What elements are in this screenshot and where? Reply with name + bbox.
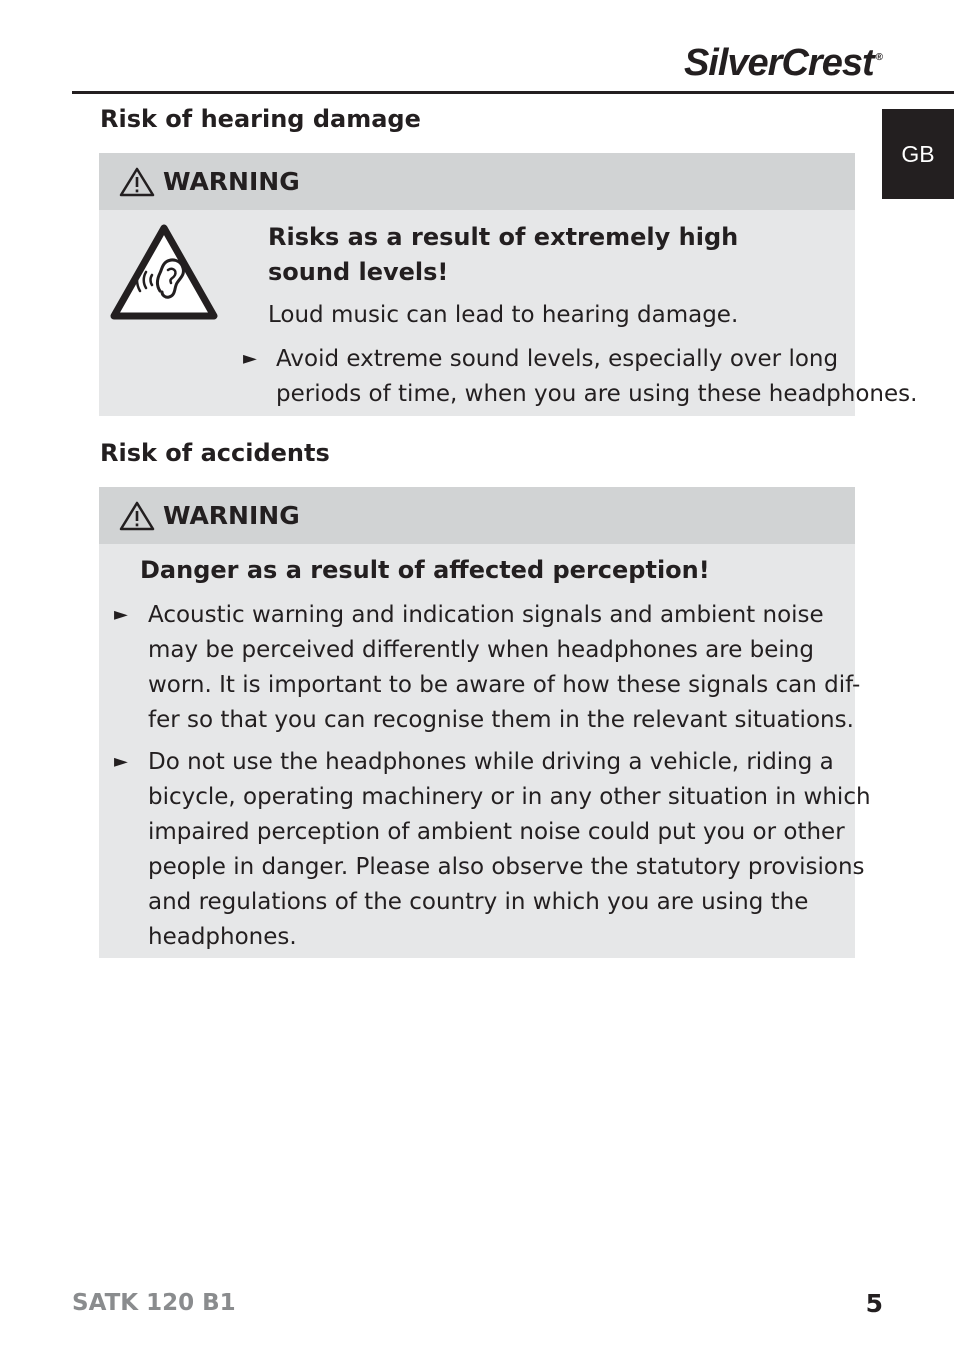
- section-heading-accidents: Risk of accidents: [100, 439, 330, 467]
- warning-header: [99, 487, 855, 544]
- footer-model-number: SATK 120 B1: [72, 1290, 236, 1316]
- page-number: 5: [865, 1289, 883, 1318]
- bullet-arrow-icon: ►: [243, 348, 257, 369]
- warning-triangle-icon: [119, 167, 155, 197]
- warning-title: Danger as a result of affected perception!: [140, 556, 710, 584]
- bullet-text: Acoustic warning and indication signals and ambient noise may be perceived differently when headphones are being worn. It is important to be aware of how these signals can dif- fer so that you can recognise them in the relevant situations.: [148, 602, 861, 733]
- header-rule: [72, 91, 954, 94]
- brand-logo: SilverCrest ®: [683, 42, 882, 84]
- warning-label: WARNING: [163, 501, 300, 530]
- warning-label: WARNING: [163, 167, 300, 196]
- language-label: GB: [901, 140, 935, 167]
- warning-header: [99, 153, 855, 210]
- bullet-text: Do not use the headphones while driving a vehicle, riding a bicycle, operating machinery or in any other situation in which impaired perception of ambient noise could put you or other people in danger. Please also observe the statutory provisions and regulations of the country in which you are using the headphones.: [148, 749, 871, 950]
- warning-text: Loud music can lead to hearing damage.: [268, 302, 739, 328]
- bullet-arrow-icon: ►: [114, 604, 128, 625]
- warning-title: Risks as a result of extremely high sound levels!: [268, 223, 739, 286]
- hearing-damage-warning-icon: [110, 223, 218, 321]
- language-tab: [882, 109, 954, 199]
- warning-triangle-icon: [119, 501, 155, 531]
- bullet-arrow-icon: ►: [114, 751, 128, 772]
- bullet-text: Avoid extreme sound levels, especially over long periods of time, when you are using these headphones.: [276, 346, 918, 407]
- warning-box-hearing: [99, 153, 918, 416]
- section-heading-hearing: Risk of hearing damage: [100, 105, 421, 133]
- warning-box-accidents: [99, 487, 871, 958]
